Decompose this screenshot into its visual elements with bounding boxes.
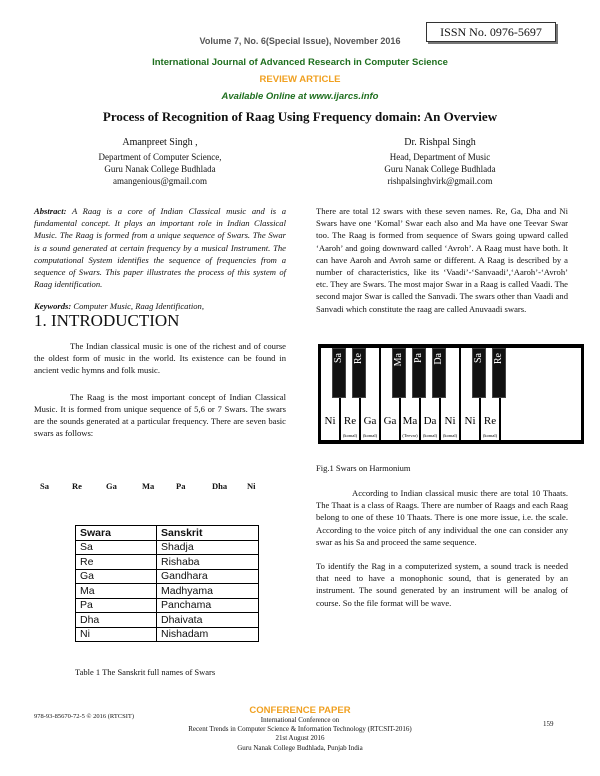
swara-item: Dha xyxy=(212,481,228,491)
author-2 xyxy=(340,137,540,187)
key-label: Re xyxy=(493,353,504,365)
harmonium-figure xyxy=(318,344,584,444)
abstract xyxy=(34,205,286,290)
swara-item: Ma xyxy=(142,481,155,491)
conference-info xyxy=(0,716,600,753)
table-cell: Panchama xyxy=(157,598,259,613)
section-heading: 1. INTRODUCTION xyxy=(34,311,180,330)
key-sublabel: (Teevar) xyxy=(402,433,418,438)
available-online: Available Online at www.ijarcs.info xyxy=(221,91,379,102)
author-name: Dr. Rishpal Singh xyxy=(404,137,476,148)
paper-title: Process of Recognition of Raag Using Frequency domain: An Overview xyxy=(102,109,498,124)
table-row xyxy=(76,627,259,642)
table-row xyxy=(76,555,259,570)
author-dept: Head, Department of Music xyxy=(389,152,491,162)
table-cell: Re xyxy=(76,555,157,570)
table-cell: Shadja xyxy=(157,540,259,555)
key-sublabel: (komal) xyxy=(442,433,458,438)
table-cell: Ni xyxy=(76,627,157,642)
article-type: REVIEW ARTICLE xyxy=(259,74,341,85)
table-row xyxy=(76,584,259,599)
abstract-label: Abstract: xyxy=(34,206,67,216)
key-label: Pa xyxy=(413,353,424,363)
table-cell: Sa xyxy=(76,540,157,555)
intro-block xyxy=(34,340,286,447)
abstract-text: A Raag is a core of Indian Classical music and is a fundamental concept. It plays an important role in Indian Classical Music. The Raag is formed from a unique sequence of Swars. The Swar is a sound generated at certain frequency by a musical Instrument. The computational System identifies the sequence of frequencies from a sequence of Swars. This paper illustrates the process of this system of Raag identification. xyxy=(34,206,286,290)
table-cell: Pa xyxy=(76,598,157,613)
footer-isbn: 978-93-85670-72-5 © 2016 (RTCSIT) xyxy=(34,713,135,720)
author-college: Guru Nanak College Budhlada xyxy=(384,164,496,174)
author-dept: Department of Computer Science, xyxy=(98,152,222,162)
right-paragraph-2: According to Indian classical music there are total 10 Thaats. The Thaat is a class of Raags. There are number of Raags and each Raag belong to one of these 10 Thaats. There is one more issue, i.e. the scale. According to the voice pitch of any individual the one can consider any swar as his Sa and proceed the same sequence. xyxy=(316,488,568,547)
volume-line: Volume 7, No. 6(Special Issue), November 2016 xyxy=(199,36,401,46)
figure-caption: Fig.1 Swars on Harmonium xyxy=(316,463,411,473)
conference-line: Recent Trends in Computer Science & Information Technology (RTCSIT-2016) xyxy=(188,725,412,734)
keywords-label: Keywords: xyxy=(34,301,72,312)
key-label: Ma xyxy=(393,353,404,367)
key-label: Ni xyxy=(324,415,336,427)
swara-item: Ni xyxy=(247,481,256,491)
key-sublabel: (komal) xyxy=(362,433,378,438)
conference-label: CONFERENCE PAPER xyxy=(249,705,351,716)
table-row xyxy=(76,569,259,584)
swara-item: Re xyxy=(72,481,82,491)
key-label: Ma xyxy=(402,415,418,427)
table-row xyxy=(76,540,259,555)
key-label: Ni xyxy=(464,415,476,427)
right-paragraph-1: There are total 12 swars with these seven names. Re, Ga, Dha and Ni Swars have one ‘Komal’ Swar each also and Ma have one Teevar Swar too. The Raag is formed from sequence of Swars going upward called ‘Aaroh’ and going downward called ‘Avroh’. A Raag must have both. It can have Aaroh and Avroh same or different. A Raag is described by a number of characteristics, like its ‘Vaadi’-‘Sanvaadi’,‘Aaroh’-‘Avroh’ etc. They are Swars. The most major Swar in a Raag is called Vaadi. The second major Swar is called the Sanvadi. The swars other than Vaadi and Sanvadi which constitute the raag are called Anuvaadi swars. xyxy=(316,206,568,314)
right-paragraph-3: To identify the Rag in a computerized system, a sound track is needed that need to have a monophonic sound, that is generated by an instrument. The sound generated by an instrument will be analog of course. So the file format will be wave. xyxy=(316,561,568,608)
table-header-cell: Sanskrit xyxy=(157,526,259,541)
swara-item: Pa xyxy=(176,481,186,491)
conference-line: Guru Nanak College Budhlada, Punjab India xyxy=(237,743,363,752)
author-email: amangenious@gmail.com xyxy=(112,176,208,186)
key-label: Ga xyxy=(363,415,377,427)
black-key xyxy=(352,348,366,398)
author-1 xyxy=(60,137,260,187)
swara-item: Ga xyxy=(106,481,117,491)
key-label: Ni xyxy=(444,415,456,427)
keywords-text: Computer Music, Raag Identification, xyxy=(73,301,204,312)
black-key xyxy=(472,348,486,398)
right-column-top xyxy=(316,205,568,323)
white-key-blank xyxy=(501,348,581,440)
black-key xyxy=(392,348,406,398)
table-row xyxy=(76,598,259,613)
author-name: Amanpreet Singh , xyxy=(122,137,198,148)
page-number: 159 xyxy=(543,720,554,728)
key-sublabel: (komal) xyxy=(482,433,498,438)
key-label: Ga xyxy=(383,415,397,427)
key-label: Re xyxy=(343,415,357,427)
table-cell: Dhaivata xyxy=(157,613,259,628)
table-row xyxy=(76,613,259,628)
table-cell: Gandhara xyxy=(157,569,259,584)
key-label: Re xyxy=(483,415,497,427)
table-cell: Nishadam xyxy=(157,627,259,642)
key-label: Da xyxy=(423,415,437,427)
black-key xyxy=(332,348,346,398)
key-label: Re xyxy=(353,353,364,365)
left-column xyxy=(34,205,286,321)
black-key xyxy=(432,348,446,398)
key-label: Da xyxy=(433,353,444,365)
key-label: Sa xyxy=(473,353,484,363)
intro-paragraph-1: The Indian classical music is one of the richest and of course the oldest form of music in the world. Its existence can be found in ancient vedic hymns and folk music. xyxy=(34,341,286,376)
key-sublabel: (komal) xyxy=(422,433,438,438)
conference-line: 21st August 2016 xyxy=(275,734,325,743)
journal-name: International Journal of Advanced Research in Computer Science xyxy=(152,57,448,68)
key-sublabel: (komal) xyxy=(342,433,358,438)
table-cell: Dha xyxy=(76,613,157,628)
issn-box: ISSN No. 0976-5697 xyxy=(426,22,556,42)
right-column-bottom xyxy=(316,487,568,617)
table-cell: Ga xyxy=(76,569,157,584)
author-email: rishpalsinghvirk@gmail.com xyxy=(387,176,493,186)
key-label: Sa xyxy=(333,353,344,363)
table-header-row xyxy=(76,526,259,541)
swara-item: Sa xyxy=(40,481,49,491)
table-cell: Rishaba xyxy=(157,555,259,570)
black-key xyxy=(492,348,506,398)
conference-line: International Conference on xyxy=(260,716,340,724)
swara-table xyxy=(75,525,259,642)
intro-paragraph-2: The Raag is the most important concept of Indian Classical Music. It is formed from unique sequence of 5,6 or 7 Swars. The swars are the sounds generated at a particular frequency. There are seven basic swars as follows: xyxy=(34,391,286,439)
table-cell: Ma xyxy=(76,584,157,599)
table-header-cell: Swara xyxy=(76,526,157,541)
table-caption: Table 1 The Sanskrit full names of Swars xyxy=(75,667,216,677)
author-college: Guru Nanak College Budhlada xyxy=(104,164,216,174)
table-cell: Madhyama xyxy=(157,584,259,599)
black-key xyxy=(412,348,426,398)
